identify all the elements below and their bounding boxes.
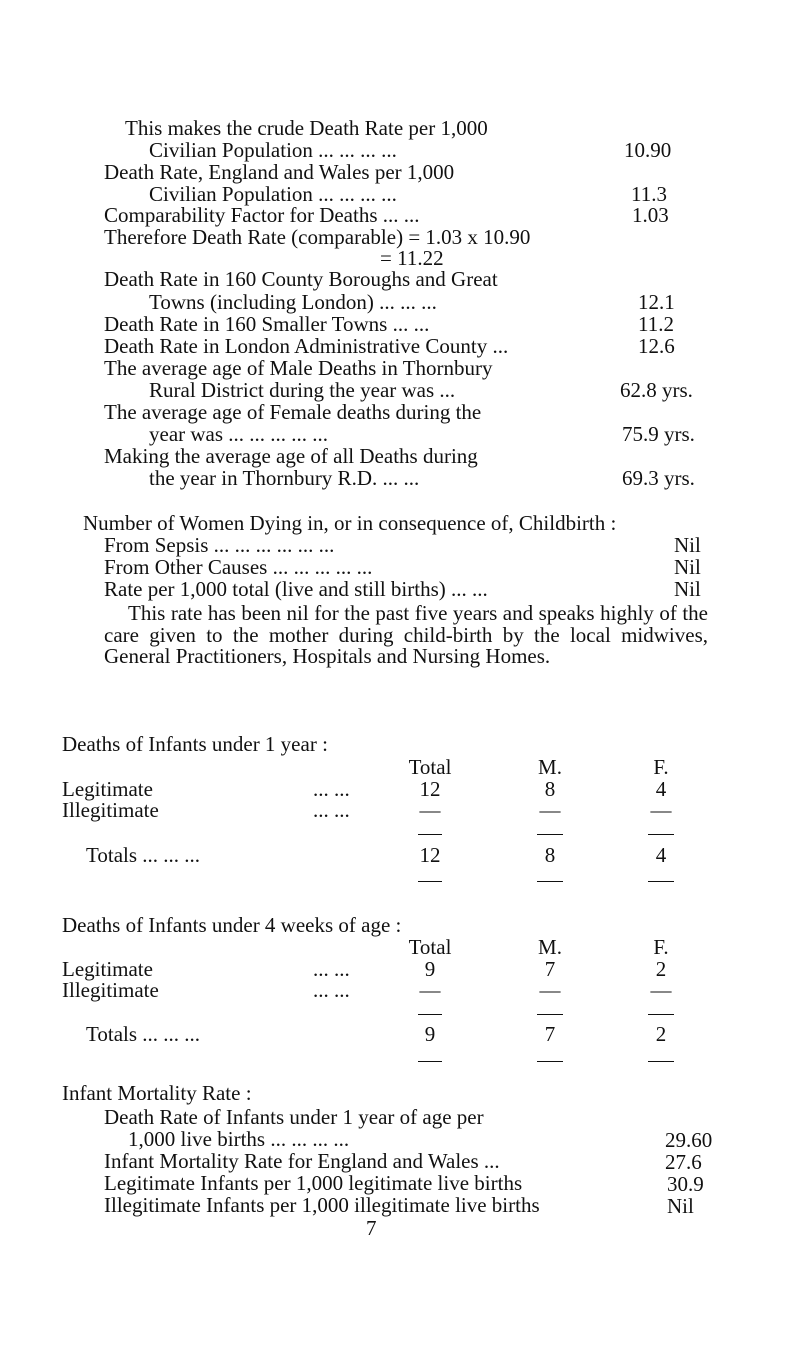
infants-year-rule-bottom-total: [418, 881, 442, 882]
other-causes-value: Nil: [674, 555, 701, 579]
infants-weeks-illegit-m: —: [539, 978, 561, 1002]
infants-weeks-rule-total: [418, 1014, 442, 1015]
legit-infants-label: Legitimate Infants per 1,000 legitimate live births: [104, 1171, 523, 1195]
mortality-heading: Infant Mortality Rate :: [62, 1081, 252, 1105]
sepsis-value: Nil: [674, 533, 701, 557]
comparability-label: Comparability Factor for Deaths ... ...: [104, 203, 420, 227]
illegit-infants-label: Illegitimate Infants per 1,000 illegitimate live births: [104, 1193, 540, 1217]
infants-year-legit-f: 4: [655, 777, 667, 801]
crude-rate-value: 10.90: [624, 138, 672, 162]
infants-year-rule-bottom-f: [648, 881, 674, 882]
illegit-infants-value: Nil: [667, 1194, 694, 1218]
england-rate-value: 11.3: [631, 182, 667, 206]
infants-weeks-illegit-f: —: [650, 978, 672, 1002]
smaller-towns-label: Death Rate in 160 Smaller Towns ... ...: [104, 312, 430, 336]
england-infant-rate-value: 27.6: [665, 1150, 702, 1174]
infants-year-illegit-m: —: [539, 798, 561, 822]
childbirth-rate-value: Nil: [674, 577, 701, 601]
under1-rate-value: 29.60: [665, 1128, 713, 1152]
infants-weeks-rule-bottom-f: [648, 1061, 674, 1062]
infants-year-totals-f: 4: [655, 843, 667, 867]
infants-weeks-rule-bottom-total: [418, 1061, 442, 1062]
infants-year-totals-m: 8: [544, 843, 556, 867]
england-infant-rate-label: Infant Mortality Rate for England and Wales ...: [104, 1149, 500, 1173]
infants-year-heading: Deaths of Infants under 1 year :: [62, 732, 328, 756]
other-causes-label: From Other Causes ... ... ... ... ...: [104, 555, 373, 579]
female-age-value: 75.9 yrs.: [622, 422, 695, 446]
infants-year-illegit-f: —: [650, 798, 672, 822]
sepsis-label: From Sepsis ... ... ... ... ... ...: [104, 533, 335, 557]
infants-weeks-illegit-dots: ... ...: [313, 978, 350, 1002]
under1-rate-line1: Death Rate of Infants under 1 year of age per: [104, 1105, 484, 1129]
infants-weeks-illegit-total: —: [419, 978, 441, 1002]
male-age-value: 62.8 yrs.: [620, 378, 693, 402]
county-boroughs-value: 12.1: [638, 290, 675, 314]
infants-year-illegit-label: Illegitimate: [62, 798, 159, 822]
infants-year-totals-total: 12: [419, 843, 441, 867]
crude-rate-line1: This makes the crude Death Rate per 1,000: [125, 116, 488, 140]
infants-weeks-totals-f: 2: [655, 1022, 667, 1046]
infants-weeks-legit-label: Legitimate: [62, 957, 153, 981]
childbirth-paragraph: This rate has been nil for the past five years and speaks highly of the care given to the mother during child-birth by the local midwives, General Practitioners, Hospitals and Nursing Homes.: [104, 601, 708, 668]
infants-year-illegit-total: —: [419, 798, 441, 822]
male-age-line1: The average age of Male Deaths in Thornbury: [104, 356, 493, 380]
london-label: Death Rate in London Administrative County ...: [104, 334, 509, 358]
crude-rate-line2: Civilian Population ... ... ... ...: [149, 138, 397, 162]
infants-year-col-m: M.: [538, 755, 562, 779]
infants-year-legit-dots: ... ...: [313, 777, 350, 801]
infants-weeks-rule-bottom-m: [537, 1061, 563, 1062]
infants-weeks-rule-m: [537, 1014, 563, 1015]
infants-weeks-col-total: Total: [408, 935, 452, 959]
female-age-line2: year was ... ... ... ... ...: [149, 422, 329, 446]
infants-weeks-col-m: M.: [538, 935, 562, 959]
under1-rate-line2: 1,000 live births ... ... ... ...: [128, 1127, 350, 1151]
legit-infants-value: 30.9: [667, 1172, 704, 1196]
infants-year-col-total: Total: [408, 755, 452, 779]
comparable-rate-result: = 11.22: [380, 246, 444, 270]
all-age-line2: the year in Thornbury R.D. ... ...: [149, 466, 420, 490]
comparability-value: 1.03: [632, 203, 669, 227]
infants-year-totals-label: Totals ... ... ...: [86, 843, 201, 867]
infants-year-legit-label: Legitimate: [62, 777, 153, 801]
infants-weeks-heading: Deaths of Infants under 4 weeks of age :: [62, 913, 402, 937]
infants-weeks-totals-m: 7: [544, 1022, 556, 1046]
infants-weeks-legit-m: 7: [544, 957, 556, 981]
male-age-line2: Rural District during the year was ...: [149, 378, 456, 402]
infants-year-rule-bottom-m: [537, 881, 563, 882]
infants-weeks-legit-dots: ... ...: [313, 957, 350, 981]
infants-weeks-col-f: F.: [653, 935, 669, 959]
infants-year-col-f: F.: [653, 755, 669, 779]
infants-weeks-legit-f: 2: [655, 957, 667, 981]
infants-year-illegit-dots: ... ...: [313, 798, 350, 822]
smaller-towns-value: 11.2: [638, 312, 674, 336]
england-rate-line2: Civilian Population ... ... ... ...: [149, 182, 397, 206]
infants-weeks-totals-total: 9: [424, 1022, 436, 1046]
infants-year-legit-total: 12: [419, 777, 441, 801]
county-boroughs-line2: Towns (including London) ... ... ...: [149, 290, 437, 314]
childbirth-heading: Number of Women Dying in, or in consequence of, Childbirth :: [83, 511, 617, 535]
female-age-line1: The average age of Female deaths during the: [104, 400, 482, 424]
england-rate-line1: Death Rate, England and Wales per 1,000: [104, 160, 455, 184]
infants-year-rule-total: [418, 834, 442, 835]
comparable-rate-line: Therefore Death Rate (comparable) = 1.03 x 10.90: [104, 225, 531, 249]
infants-weeks-rule-f: [648, 1014, 674, 1015]
infants-year-rule-m: [537, 834, 563, 835]
infants-year-legit-m: 8: [544, 777, 556, 801]
infants-weeks-totals-label: Totals ... ... ...: [86, 1022, 201, 1046]
county-boroughs-line1: Death Rate in 160 County Boroughs and Great: [104, 267, 498, 291]
page-number: 7: [366, 1216, 377, 1240]
all-age-line1: Making the average age of all Deaths during: [104, 444, 478, 468]
infants-year-rule-f: [648, 834, 674, 835]
infants-weeks-legit-total: 9: [424, 957, 436, 981]
infants-weeks-illegit-label: Illegitimate: [62, 978, 159, 1002]
all-age-value: 69.3 yrs.: [622, 466, 695, 490]
london-value: 12.6: [638, 334, 675, 358]
childbirth-rate-label: Rate per 1,000 total (live and still births) ... ...: [104, 577, 488, 601]
